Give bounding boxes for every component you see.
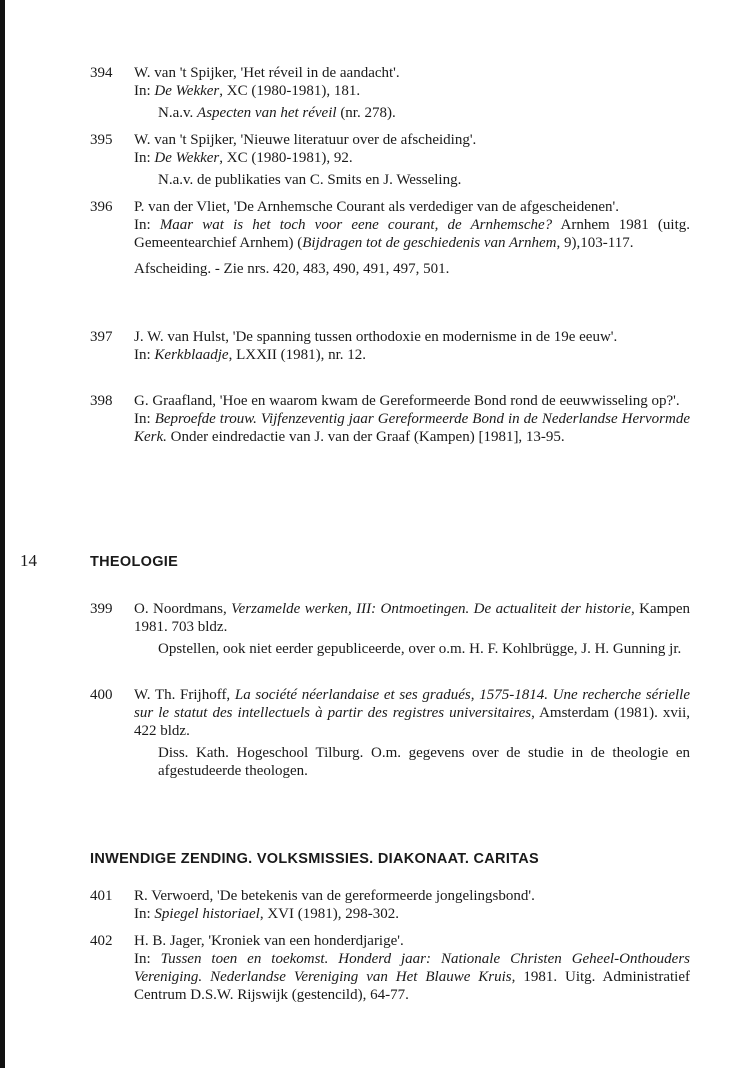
section-heading-zending: INWENDIGE ZENDING. VOLKSMISSIES. DIAKONAAT. CARITAS <box>90 851 539 867</box>
entry-note: N.a.v. Aspecten van het réveil (nr. 278). <box>158 105 396 121</box>
section-heading-theologie: THEOLOGIE <box>90 554 179 570</box>
entry-note: Opstellen, ook niet eerder gepubliceerde, over o.m. H. F. Kohlbrügge, J. H. Gunning jr. <box>158 641 682 657</box>
entry-398 <box>90 392 690 446</box>
entry-citation: G. Graafland, 'Hoe en waarom kwam de Gereformeerde Bond rond de eeuwwisseling op?'. <box>134 393 680 409</box>
entry-397 <box>90 328 690 364</box>
entry-citation: W. Th. Frijhoff, La société néerlandaise et ses gradués, 1575-1814. Une recherche sérielle sur le statut des intellectuels à partir des registres universitaires, Amsterdam (1981). xvii, 422 bldz. <box>134 687 690 739</box>
entry-note: N.a.v. de publikaties van C. Smits en J. Wesseling. <box>158 172 462 188</box>
entry-citation: P. van der Vliet, 'De Arnhemsche Courant als verdediger van de afgescheidenen'. <box>134 199 619 215</box>
entry-401 <box>90 887 690 923</box>
page-left-border <box>0 0 5 1068</box>
entry-number: 402 <box>90 933 113 949</box>
entry-source: In: Tussen toen en toekomst. Honderd jaar: Nationale Christen Geheel-Onthouders Vereniging. Nederlandse Vereniging van Het Blauwe Kruis, 1981. Uitg. Administratief Centrum D.S.W. Rijswijk (gestencild), 64-77. <box>134 951 690 1003</box>
entry-400 <box>90 686 690 780</box>
entry-number: 394 <box>90 65 113 81</box>
entry-number: 400 <box>90 687 113 703</box>
entry-citation: W. van 't Spijker, 'Het réveil in de aandacht'. <box>134 65 400 81</box>
entry-396 <box>90 198 690 278</box>
entry-number: 397 <box>90 329 113 345</box>
entry-citation: R. Verwoerd, 'De betekenis van de gereformeerde jongelingsbond'. <box>134 888 535 904</box>
entry-source: In: Beproefde trouw. Vijfenzeventig jaar Gereformeerde Bond in de Nederlandse Hervormde Kerk. Onder eindredactie van J. van der Graaf (Kampen) [1981], 13-95. <box>134 411 690 445</box>
entry-source: In: Spiegel historiael, XVI (1981), 298-302. <box>134 906 399 922</box>
entry-394 <box>90 64 690 122</box>
entry-number: 396 <box>90 199 113 215</box>
entry-399 <box>90 600 690 658</box>
entry-note: Afscheiding. - Zie nrs. 420, 483, 490, 491, 497, 501. <box>134 261 450 277</box>
entry-395 <box>90 131 690 189</box>
entry-source: In: Kerkblaadje, LXXII (1981), nr. 12. <box>134 347 367 363</box>
entry-source: In: De Wekker, XC (1980-1981), 181. <box>134 83 361 99</box>
entry-citation: J. W. van Hulst, 'De spanning tussen orthodoxie en modernisme in de 19e eeuw'. <box>134 329 618 345</box>
entry-number: 398 <box>90 393 113 409</box>
entry-number: 399 <box>90 601 113 617</box>
entry-number: 395 <box>90 132 113 148</box>
entry-note: Diss. Kath. Hogeschool Tilburg. O.m. gegevens over de studie in de theologie en afgestudeerde theologen. <box>158 745 690 779</box>
entry-number: 401 <box>90 888 113 904</box>
entry-citation: O. Noordmans, Verzamelde werken, III: Ontmoetingen. De actualiteit der historie, Kampen 1981. 703 bldz. <box>134 601 690 635</box>
entry-citation: H. B. Jager, 'Kroniek van een honderdjarige'. <box>134 933 404 949</box>
section-number: 14 <box>20 551 37 570</box>
entry-citation: W. van 't Spijker, 'Nieuwe literatuur over de afscheiding'. <box>134 132 477 148</box>
entry-402 <box>90 932 690 1004</box>
entry-source: In: De Wekker, XC (1980-1981), 92. <box>134 150 353 166</box>
entry-source: In: Maar wat is het toch voor eene courant, de Arnhemsche? Arnhem 1981 (uitg. Gemeentearchief Arnhem) (Bijdragen tot de geschiedenis van Arnhem, 9),103-117. <box>134 217 691 251</box>
